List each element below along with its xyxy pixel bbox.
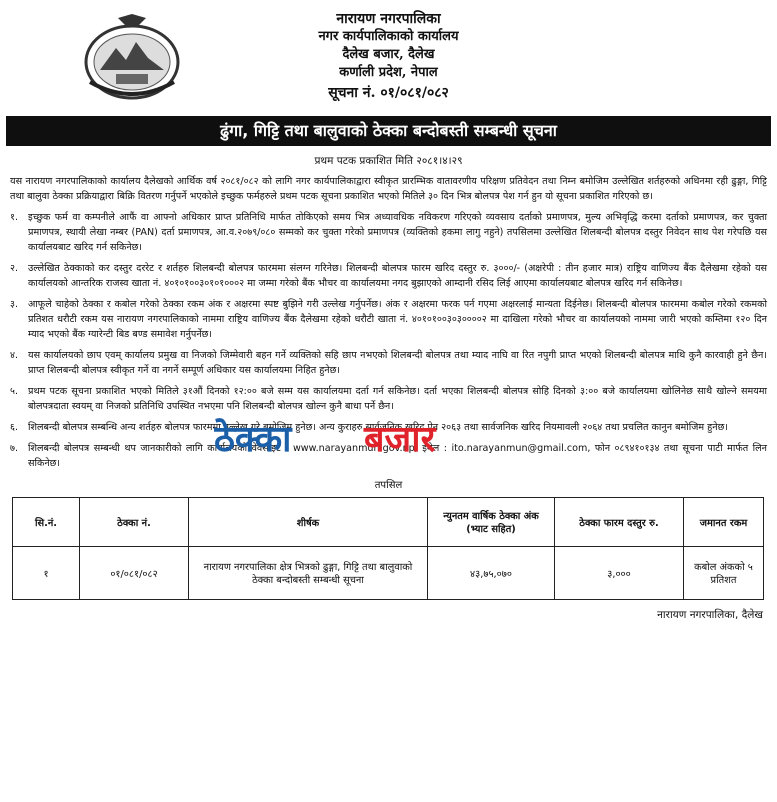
list-item	[10, 384, 767, 414]
item-text: शिलबन्दी बोलपत्र सम्बन्धी थप जानकारीको लागि कार्यालयको वेवसाइट : www.narayanmun.gov.np, इमेल : ito.narayanmun@gmail.com, फोन ०८९४१०१३४ तथा सूचना पाटी मार्फत लिन सकिनेछ।	[28, 443, 767, 469]
col-header-sn: सि.नं.	[13, 498, 80, 547]
cell-sn: १	[13, 547, 80, 600]
cell-contract-no: ०१/०८१/०८२	[80, 547, 189, 600]
conditions-list	[10, 210, 767, 471]
notice-page	[6, 4, 771, 798]
province: कर्णाली प्रदेश, नेपाल	[339, 65, 438, 80]
letterhead	[6, 4, 771, 116]
list-item	[10, 441, 767, 471]
item-number: १.	[10, 212, 19, 223]
col-header-form-fee: ठेक्का फारम दस्तुर रु.	[555, 498, 684, 547]
table-header-row	[13, 498, 764, 547]
item-number: ७.	[10, 443, 19, 454]
cell-title: नारायण नगरपालिका क्षेत्र भित्रको ढुङ्गा, गिट्टि तथा बालुवाको ठेक्का बन्दोबस्ती सम्बन्धी सूचना	[189, 547, 428, 600]
col-header-deposit: जमानत रकम	[684, 498, 764, 547]
footer-signature: नारायण नगरपालिका, दैलेख	[657, 609, 763, 621]
item-number: ४.	[10, 350, 19, 361]
item-number: २.	[10, 263, 19, 274]
item-text: शिलबन्दी बोलपत्र सम्बन्धि अन्य शर्तहरु बोलपत्र फारममा उल्लेख गरे बमोजिम हुनेछ। अन्य कुराहरु सार्वजनिक खरिद ऐन २०६३ तथा सार्वजनिक खरिद नियमावली २०६४ तथा प्रचलित कानुन बमोजिम हुनेछ।	[28, 422, 728, 433]
list-item	[10, 348, 767, 378]
table-row	[13, 547, 764, 600]
item-number: ५.	[10, 386, 19, 397]
published-date: प्रथम पटक प्रकाशित मिति २०८१।४।२९	[314, 155, 463, 167]
item-text: प्रथम पटक सूचना प्रकाशित भएको मितिले ३१औं दिनको १२:०० बजे सम्म यस कार्यालयमा दर्ता गर्न सकिनेछ। दर्ता भएका शिलबन्दी बोलपत्र सोहि दिनको ३:०० बजे कार्यालयमा खोलिनेछ साथै खोल्ने समयमा बोलपत्रदाता स्वयम् वा निजको प्रतिनिधि उपस्थित नभएमा पनि शिलबन्दी बोलपत्र खोल्न कुनै बाधा पर्ने छैन।	[28, 386, 767, 412]
annex-title: तपसिल	[374, 480, 403, 491]
list-item	[10, 297, 767, 342]
col-header-contract-no: ठेक्का नं.	[80, 498, 189, 547]
item-text: उल्लेखित ठेक्काको कर दस्तुर दररेट र शर्तहरु शिलबन्दी बोलपत्र फारममा संलग्न गरिनेछ। शिलबन्दी बोलपत्र फारम खरिद दस्तुर रु. ३०००/- (अक्षरेपी : तीन हजार मात्र) राष्ट्रिय वाणिज्य बैंक दैलेखमा रहेको यस कार्यालयको आन्तरिक राजस्व खाता नं. ४०१०१००३०१०१०००२ मा जम्मा गरेको बैंक भौचर वा कार्यालयमा नगद बुझाएको आम्दानी रसिद लिई आएमा कार्यालयबाट बोलपत्र खरिद गर्न सकिनेछ।	[28, 263, 767, 289]
col-header-min-amount: न्युनतम वार्षिक ठेक्का अंक (भ्याट सहित)	[428, 498, 555, 547]
municipality-name: नारायण नगरपालिका	[336, 11, 441, 27]
item-text: यस कार्यालयको छाप एवम् कार्यालय प्रमुख वा निजको जिम्मेवारी बहन गर्ने व्यक्तिको सहि छाप नभएको शिलबन्दी बोलपत्र तथा म्याद नाघि वा रित नपुगी प्राप्त भएको शिलबन्दी बोलपत्र माथि कुनै कारवाही हुने छैन। प्राप्त शिलबन्दी बोलपत्र स्वीकृत गर्ने वा नगर्ने सम्पूर्ण अधिकार यस कार्यालयमा निहित हुनेछ।	[28, 350, 767, 376]
cell-form-fee: ३,०००	[555, 547, 684, 600]
list-item	[10, 210, 767, 255]
item-text: आफूले चाहेको ठेक्का र कबोल गरेको ठेक्का रकम अंक र अक्षरमा स्पष्ट बुझिने गरी उल्लेख गर्नुपर्नेछ। अंक र अक्षरमा फरक पर्न गएमा अक्षरलाई मान्यता दिईनेछ। शिलबन्दी बोलपत्र फारममा कबोल गरेको रकमको प्रतिशत धरौटी रकम यस नारायण नगरपालिकाको नाममा राष्ट्रिय वाणिज्य बैंक दैलेखमा रहेको धरौटी खाता नं. ४०१०१००३०३००००२ मा दाखिला गरेको भौचर वा कार्यालयको नाममा जारी भएको कम्तिमा १२० दिन म्याद भएको बैंक ग्यारेन्टी बिड बण्ड समावेश गर्नुपर्नेछ।	[28, 299, 768, 340]
letterhead-text	[6, 10, 771, 102]
list-item	[10, 261, 767, 291]
notice-title: ढुंगा, गिट्टि तथा बालुवाको ठेक्का बन्दोबस्ती सम्बन्धी सूचना	[6, 116, 771, 146]
item-number: ६.	[10, 422, 19, 433]
cell-deposit: कबोल अंकको ५ प्रतिशत	[684, 547, 764, 600]
intro-paragraph: यस नारायण नगरपालिकाको कार्यालय दैलेखको आर्थिक वर्ष २०८१/०८२ को लागि नगर कार्यपालिकाद्वारा स्वीकृत प्रारम्भिक वातावरणीय परिक्षण प्रतिवेदन तथा निम्न बमोजिम उल्लेखित शर्तहरुको अधिनमा रही ढुङ्गा, गिट्टि तथा बालुवा ठेक्का प्रक्रियाद्वारा बिक्रि वितरण गर्नुपर्ने भएकोले इच्छुक फर्महरुले प्रथम पटक सूचना प्रकाशित भएको मितिले ३० दिन भित्र बोलपत्र पेश गर्न हुन यो सूचना प्रकाशित गरिएको छ।	[10, 176, 767, 202]
cell-min-amount: ४३,७५,०७०	[428, 547, 555, 600]
item-text: इच्छुक फर्म वा कम्पनीले आफैं वा आफ्नो अधिकार प्राप्त प्रतिनिधि मार्फत तोकिएको समय भित्र अध्यावधिक नविकरण गरिएको व्यवसाय दर्ताको प्रमाणपत्र, मुल्य अभिवृद्धि करमा दर्ताको प्रमाणपत्र, कर चुक्ता प्रमाणपत्र, स्थायी लेखा नम्बर (PAN) दर्ता प्रमाणपत्र, आ.व.२०७९/०८० सम्मको कर चुक्ता गरेको प्रमाणपत्र (व्यक्तिको हकमा लागु नहुने) तपसिलमा उल्लेखित शिलबन्दी बोलपत्र दस्तुर निवेदन साथ पेश गरेपछि यस कार्यालयबाट खरिद गर्न सकिनेछ।	[28, 212, 767, 253]
office-name: नगर कार्यपालिकाको कार्यालय	[318, 29, 459, 44]
watermark-part-2: बजार	[364, 419, 436, 459]
contract-table	[12, 497, 764, 600]
office-address: दैलेख बजार, दैलेख	[342, 47, 435, 62]
notice-number: सूचना नं. ०१/०८१/०८२	[328, 85, 449, 101]
list-item	[10, 420, 767, 435]
col-header-title: शीर्षक	[189, 498, 428, 547]
item-number: ३.	[10, 299, 19, 310]
watermark-part-1: ठेक्का	[214, 419, 292, 459]
